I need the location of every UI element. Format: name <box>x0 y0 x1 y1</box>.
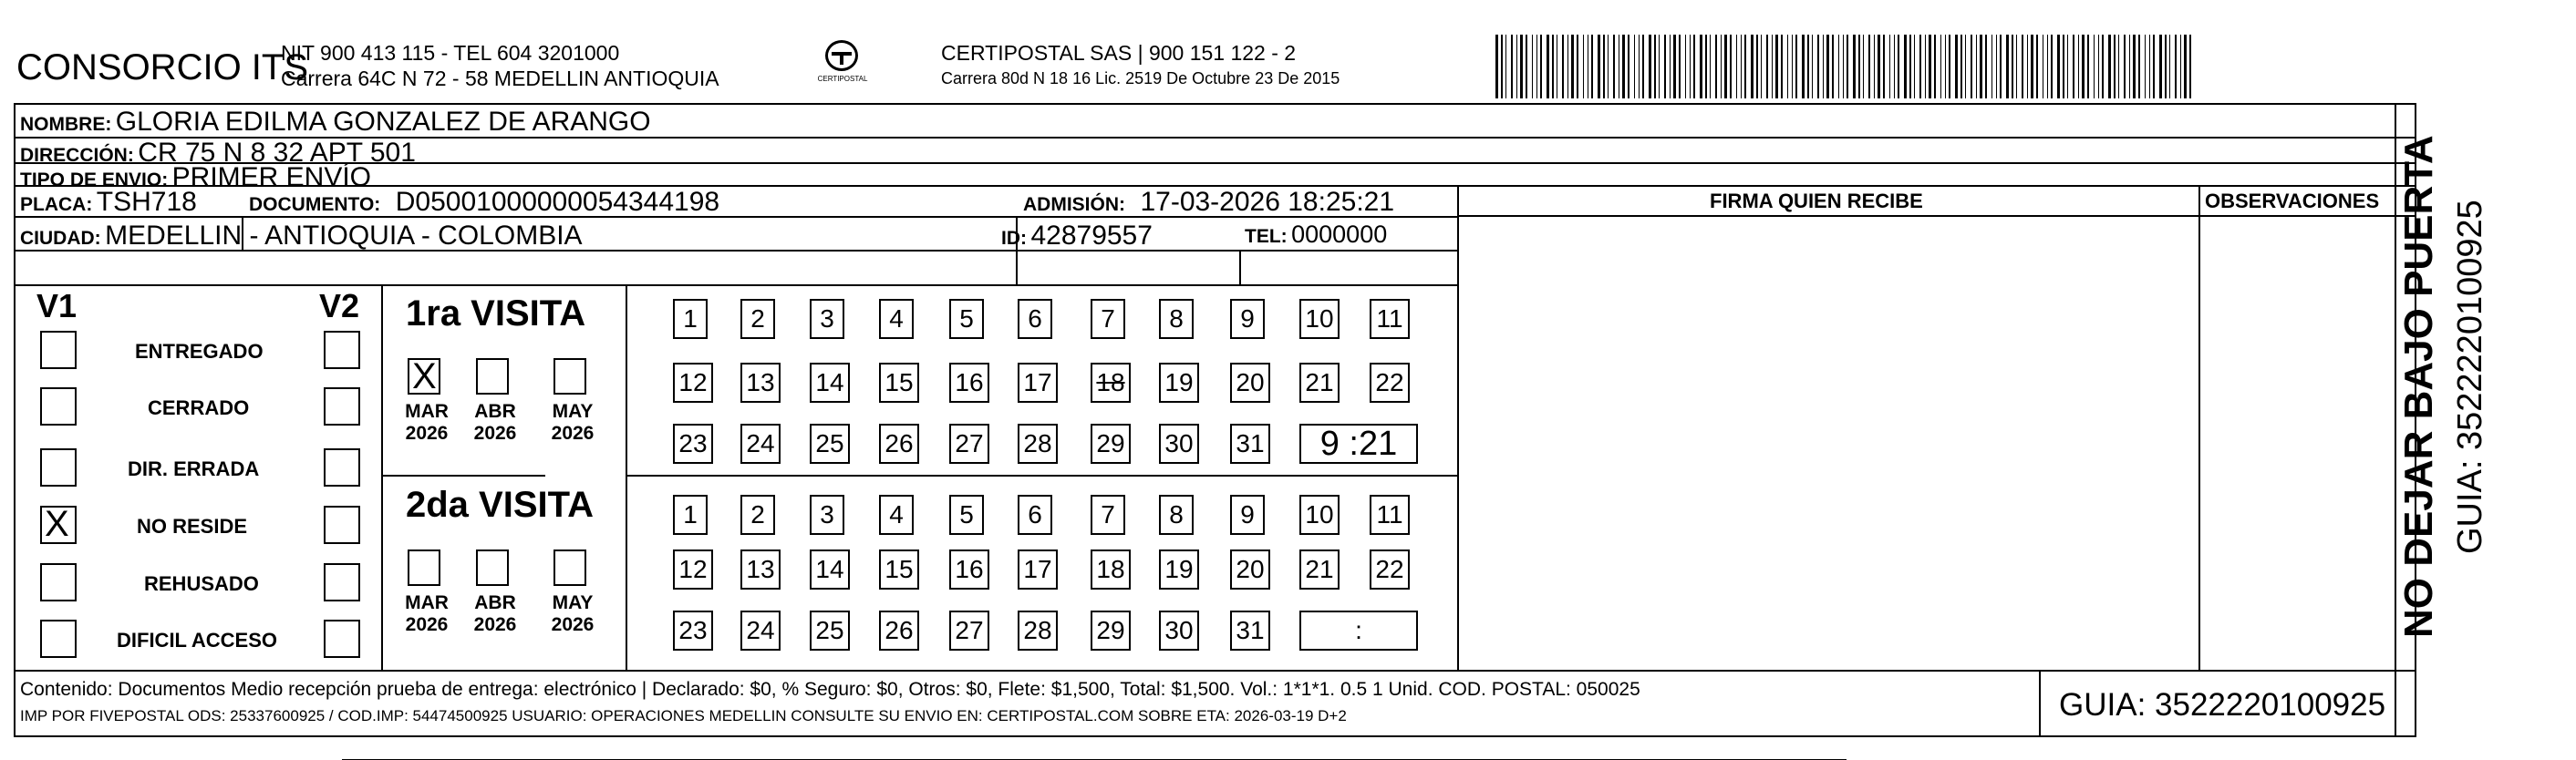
month-checkmark: X <box>412 356 437 396</box>
day-box[interactable]: 27 <box>949 424 989 464</box>
checklist-label: REHUSADO <box>144 572 259 595</box>
day-box[interactable]: 6 <box>1018 299 1052 339</box>
v1-checkbox[interactable] <box>40 331 77 369</box>
month-name: MAY <box>552 592 594 613</box>
company-name: CONSORCIO ITS <box>16 47 309 87</box>
day-box[interactable]: 26 <box>879 611 919 651</box>
v1-checkbox[interactable] <box>40 387 77 426</box>
checklist-label: NO RESIDE <box>137 515 248 538</box>
day-box[interactable]: 10 <box>1299 299 1340 339</box>
certipostal-info <box>941 40 1340 91</box>
day-box[interactable]: 18 <box>1091 363 1131 403</box>
day-box[interactable]: 15 <box>879 363 919 403</box>
admision-row <box>1023 187 1394 218</box>
day-box[interactable]: 13 <box>740 363 781 403</box>
day-box[interactable]: 9 <box>1230 495 1265 535</box>
v2-checkbox[interactable] <box>324 387 360 426</box>
day-box[interactable]: 2 <box>740 299 775 339</box>
month-checkbox[interactable] <box>476 358 509 395</box>
checklist-label: DIR. ERRADA <box>128 457 260 480</box>
documento-label: DOCUMENTO: <box>249 194 381 215</box>
v2-checkbox[interactable] <box>324 563 360 601</box>
no-dejar-notice: NO DEJAR BAJO PUERTA <box>2396 135 2441 638</box>
month-name: ABR <box>474 401 516 422</box>
day-box[interactable]: 21 <box>1299 363 1340 403</box>
day-box[interactable]: 2 <box>740 495 775 535</box>
day-box[interactable]: 24 <box>740 424 781 464</box>
day-box[interactable]: 11 <box>1370 495 1410 535</box>
month-label <box>463 592 527 636</box>
tel-value: 0000000 <box>1291 221 1388 248</box>
v1-checkbox[interactable] <box>40 448 77 487</box>
day-box[interactable]: 12 <box>673 363 713 403</box>
day-box[interactable]: 30 <box>1159 611 1199 651</box>
month-checkbox[interactable] <box>408 358 440 395</box>
day-box[interactable]: 11 <box>1370 299 1410 339</box>
nombre-label: NOMBRE: <box>20 114 112 135</box>
day-box[interactable]: 12 <box>673 549 713 590</box>
certipostal-address: Carrera 80d N 18 16 Lic. 2519 De Octubre 23 De 2015 <box>941 69 1340 87</box>
checklist-label: CERRADO <box>148 396 250 419</box>
day-box[interactable]: 28 <box>1018 424 1058 464</box>
v2-checkbox[interactable] <box>324 506 360 544</box>
certipostal-logo <box>814 36 871 93</box>
time-box[interactable]: 9 :21 <box>1299 424 1418 464</box>
month-name: MAR <box>405 592 449 613</box>
tel-label: TEL: <box>1245 226 1288 247</box>
barcode <box>1495 35 2193 98</box>
tipo-value: PRIMER ENVÍO <box>171 162 372 192</box>
day-box[interactable]: 18 <box>1091 549 1131 590</box>
id-row <box>1001 221 1153 252</box>
firma-header: FIRMA QUIEN RECIBE <box>1710 190 1923 212</box>
day-box[interactable]: 8 <box>1159 299 1194 339</box>
company-address: Carrera 64C N 72 - 58 MEDELLIN ANTIOQUIA <box>281 67 719 90</box>
checklist-label: DIFICIL ACCESO <box>117 629 278 652</box>
month-checkbox[interactable] <box>476 549 509 586</box>
second-visit-title: 2da VISITA <box>406 485 594 525</box>
day-box[interactable]: 7 <box>1091 495 1125 535</box>
footer-content: Contenido: Documentos Medio recepción prueba de entrega: electrónico | Declarado: $0, % Seguro: $0, Otros: $0, Flete: $1,500, Total: $1,500. Vol.: 1*1*1. 0.5 1 Unid. COD. POSTAL: 050025 <box>20 679 1640 700</box>
day-box[interactable]: 29 <box>1091 424 1131 464</box>
day-box[interactable]: 7 <box>1091 299 1125 339</box>
logo-text: CERTIPOSTAL <box>817 75 868 83</box>
day-box[interactable]: 20 <box>1230 363 1270 403</box>
day-box[interactable]: 3 <box>810 495 844 535</box>
month-label <box>463 401 527 445</box>
month-year: 2026 <box>473 423 517 444</box>
month-label <box>395 401 459 445</box>
v1-checkmark: X <box>45 504 69 544</box>
placa-row <box>20 187 197 218</box>
day-box[interactable]: 22 <box>1370 549 1410 590</box>
day-box[interactable]: 5 <box>949 495 984 535</box>
month-year: 2026 <box>405 423 449 444</box>
first-visit-title: 1ra VISITA <box>406 293 586 334</box>
day-box[interactable]: 8 <box>1159 495 1194 535</box>
observaciones-header: OBSERVACIONES <box>2205 190 2380 212</box>
id-label: ID: <box>1001 228 1027 249</box>
day-box[interactable]: 25 <box>810 611 850 651</box>
month-label <box>395 592 459 636</box>
v1-header: V1 <box>36 287 78 324</box>
v2-checkbox[interactable] <box>324 620 360 658</box>
day-box[interactable]: 16 <box>949 363 989 403</box>
placa-label: PLACA: <box>20 194 93 215</box>
month-year: 2026 <box>551 423 595 444</box>
v2-header: V2 <box>319 287 360 324</box>
nit-line: NIT 900 413 115 - TEL 604 3201000 <box>281 41 620 65</box>
month-year: 2026 <box>473 614 517 635</box>
day-box[interactable]: 26 <box>879 424 919 464</box>
day-box[interactable]: 30 <box>1159 424 1199 464</box>
day-box[interactable]: 31 <box>1230 611 1270 651</box>
day-box[interactable]: 24 <box>740 611 781 651</box>
nombre-row <box>20 107 651 138</box>
v1-checkbox[interactable] <box>40 563 77 601</box>
month-year: 2026 <box>551 614 595 635</box>
documento-row <box>249 187 719 218</box>
day-box[interactable]: 25 <box>810 424 850 464</box>
documento-value: D05001000000054344198 <box>395 187 720 217</box>
footer-guia-number: GUIA: 3522220100925 <box>2059 687 2386 723</box>
day-box[interactable]: 29 <box>1091 611 1131 651</box>
tel-row <box>1245 221 1387 249</box>
day-box[interactable]: 9 <box>1230 299 1265 339</box>
time-box[interactable]: : <box>1299 611 1418 651</box>
checklist-label: ENTREGADO <box>135 340 264 363</box>
v1-checkbox[interactable] <box>40 620 77 658</box>
v2-checkbox[interactable] <box>324 331 360 369</box>
month-name: MAY <box>552 401 594 422</box>
month-name: MAR <box>405 401 449 422</box>
day-box[interactable]: 3 <box>810 299 844 339</box>
ciudad-row <box>20 221 583 252</box>
day-box[interactable]: 17 <box>1018 549 1058 590</box>
id-value: 42879557 <box>1030 221 1153 251</box>
day-box[interactable]: 5 <box>949 299 984 339</box>
day-box[interactable]: 23 <box>673 611 713 651</box>
month-label <box>541 401 605 445</box>
day-box[interactable]: 1 <box>673 299 708 339</box>
ciudad-label: CIUDAD: <box>20 228 101 249</box>
company-contact <box>281 40 719 91</box>
side-guia-number: GUIA: 3522220100925 <box>2451 200 2489 554</box>
day-box[interactable]: 21 <box>1299 549 1340 590</box>
placa-value: TSH718 <box>96 187 197 217</box>
month-name: ABR <box>474 592 516 613</box>
day-box[interactable]: 13 <box>740 549 781 590</box>
day-box[interactable]: 28 <box>1018 611 1058 651</box>
day-box[interactable]: 16 <box>949 549 989 590</box>
direccion-label: DIRECCIÓN: <box>20 145 134 166</box>
v1-checkbox[interactable] <box>40 506 77 544</box>
month-checkbox[interactable] <box>553 549 586 586</box>
month-year: 2026 <box>405 614 449 635</box>
day-box[interactable]: 4 <box>879 495 914 535</box>
day-box[interactable]: 27 <box>949 611 989 651</box>
v2-checkbox[interactable] <box>324 448 360 487</box>
day-box[interactable]: 14 <box>810 549 850 590</box>
direccion-value: CR 75 N 8 32 APT 501 <box>138 138 416 168</box>
day-box[interactable]: 17 <box>1018 363 1058 403</box>
month-checkbox[interactable] <box>408 549 440 586</box>
tipo-label: TIPO DE ENVIO: <box>20 169 169 190</box>
certipostal-line: CERTIPOSTAL SAS | 900 151 122 - 2 <box>941 41 1297 65</box>
day-box[interactable]: 20 <box>1230 549 1270 590</box>
month-label <box>541 592 605 636</box>
day-box[interactable]: 23 <box>673 424 713 464</box>
admision-label: ADMISIÓN: <box>1023 194 1125 215</box>
day-box[interactable]: 19 <box>1159 549 1199 590</box>
day-box[interactable]: 6 <box>1018 495 1052 535</box>
nombre-value: GLORIA EDILMA GONZALEZ DE ARANGO <box>115 107 651 137</box>
day-box[interactable]: 14 <box>810 363 850 403</box>
ciudad-value: MEDELLIN - ANTIOQUIA - COLOMBIA <box>105 221 583 251</box>
footer-print-info: IMP POR FIVEPOSTAL ODS: 25337600925 / COD.IMP: 54474500925 USUARIO: OPERACIONES MEDELLIN CONSULTE SU ENVIO EN: CERTIPOSTAL.COM SOBRE ETA: 2026-03-19 D+2 <box>20 707 1347 724</box>
day-box[interactable]: 10 <box>1299 495 1340 535</box>
day-box[interactable]: 19 <box>1159 363 1199 403</box>
day-box[interactable]: 4 <box>879 299 914 339</box>
day-box[interactable]: 1 <box>673 495 708 535</box>
day-box[interactable]: 22 <box>1370 363 1410 403</box>
day-box[interactable]: 15 <box>879 549 919 590</box>
month-checkbox[interactable] <box>553 358 586 395</box>
admision-value: 17-03-2026 18:25:21 <box>1140 187 1395 217</box>
day-box[interactable]: 31 <box>1230 424 1270 464</box>
